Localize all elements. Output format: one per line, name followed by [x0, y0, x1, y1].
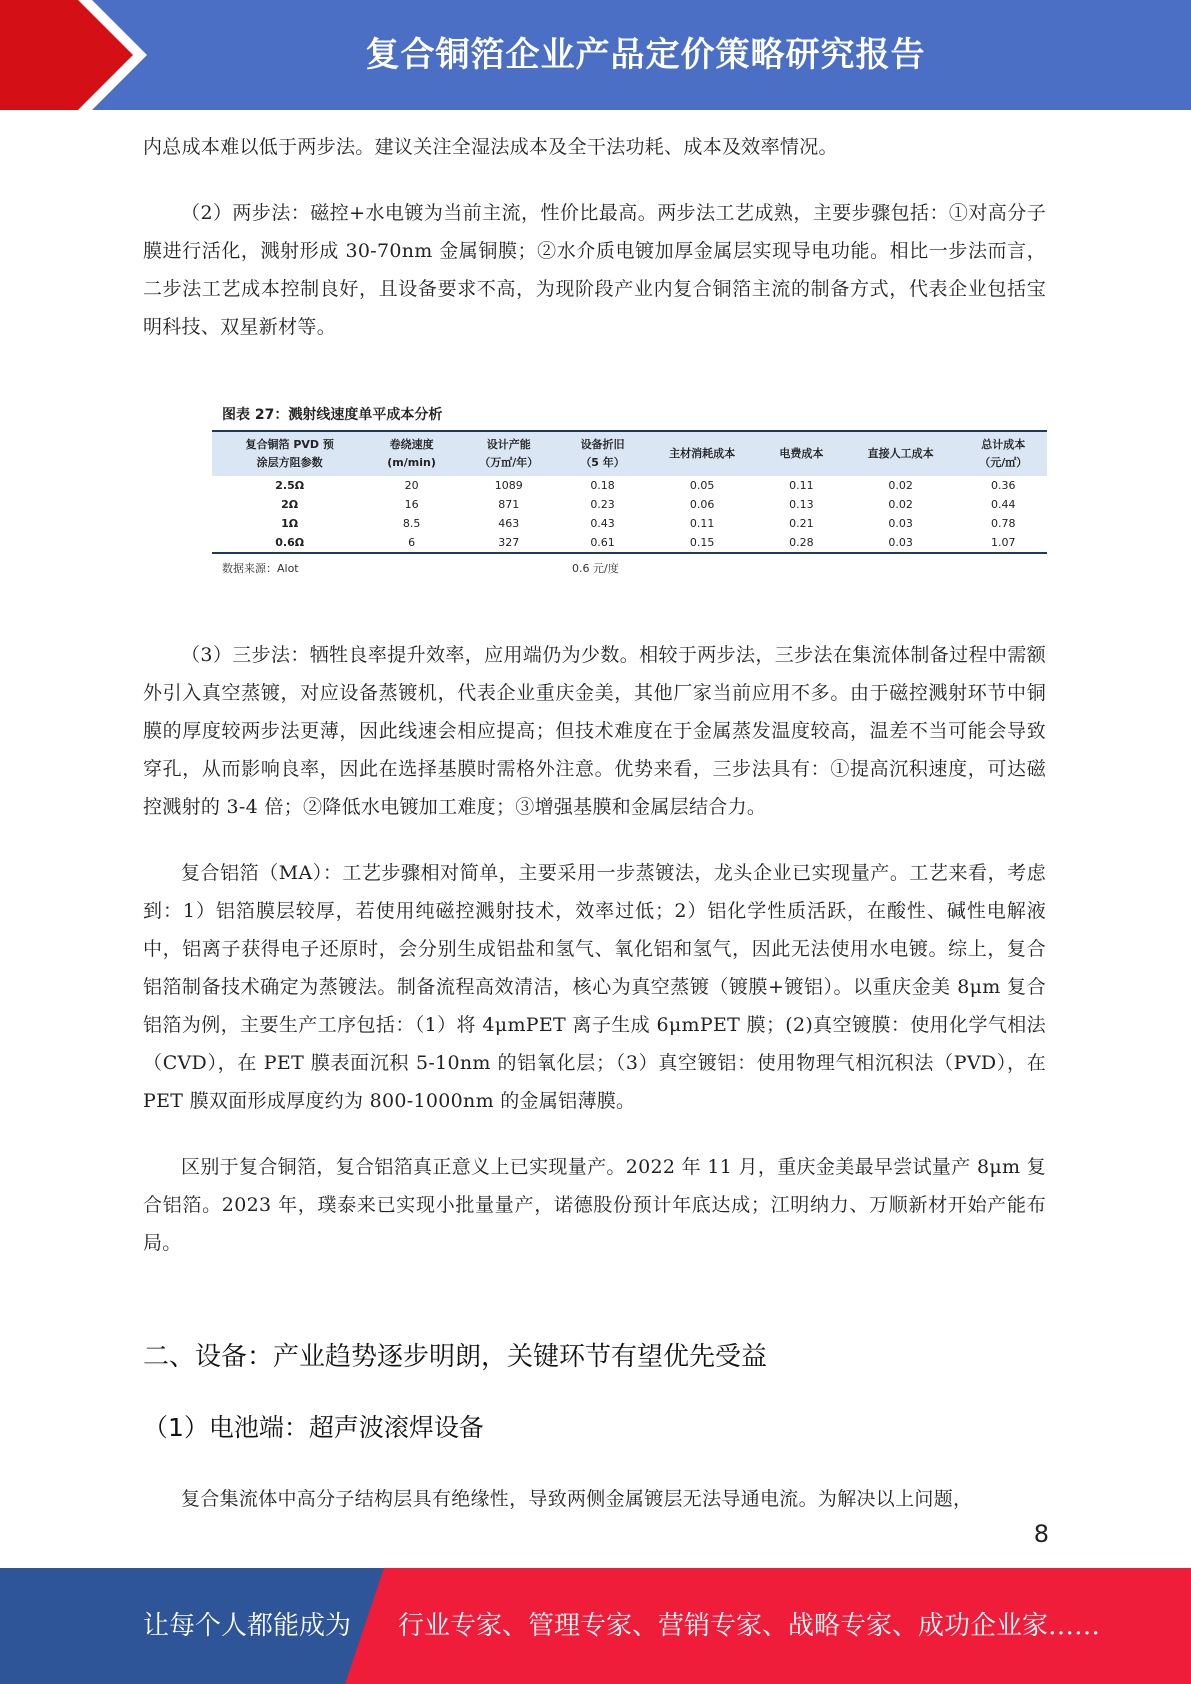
page-footer: [0, 1568, 1191, 1684]
table-cell: 0.13: [789, 498, 814, 511]
table-cell: 327: [456, 533, 562, 553]
table-row: [212, 514, 1047, 533]
table-cell: 20: [404, 479, 419, 492]
table-cell: 0.03: [842, 533, 960, 553]
table-cell: 8.5: [402, 517, 421, 530]
page-number: 8: [1033, 1520, 1049, 1548]
table-cell: 0.06: [689, 498, 715, 511]
page-header: [0, 0, 1191, 110]
table-cell: 1Ω: [281, 517, 299, 530]
paragraph-composite-aluminum: 复合铝箔（MA）：工艺步骤相对简单，主要采用一步蒸镀法，龙头企业已实现量产。工艺来看，考虑到：1）铝箔膜层较厚，若使用纯磁控溅射技术，效率过低；2）铝化学性质活跃，在酸性、碱性电解液中，铝离子获得电子还原时，会分别生成铝盐和氢气、氧化铝和氢气，因此无法使用水电镀。综上，复合铝箔制备技术确定为蒸镀法。制备流程高效清洁，核心为真空蒸镀（镀膜+镀铝）。以重庆金美 8μm 复合铝箔为例，主要生产工序包括：（1）将 4μmPET 离子生成 6μmPET 膜；(2)真空镀膜：使用化学气相法（CVD），在 PET 膜表面沉积 5-10nm 的铝氧化层；（3）真空镀铝：使用物理气相沉积法（PVD），在 PET 膜双面形成厚度约为 800-1000nm 的金属铝薄膜。: [143, 862, 1046, 1112]
table-cell: 0.11: [789, 479, 814, 492]
table-header-cell: 复合铜箔 PVD 预 涂层方阻参数: [212, 431, 367, 476]
table-header-cell: 电费成本: [761, 431, 842, 476]
figure-27: [212, 404, 1047, 580]
section-heading: [143, 1336, 1046, 1373]
table-header-cell: 设计产能 （万㎡/年）: [456, 431, 562, 476]
table-row: [212, 495, 1047, 514]
figure-source-line: [212, 558, 1047, 580]
table-body: [212, 476, 1047, 553]
figure-caption: 图表 27：溅射线速度单平成本分析: [222, 407, 443, 423]
table-cell: 1089: [494, 479, 523, 492]
table-header-cell: 总计成本 （元/㎡）: [959, 431, 1047, 476]
table-cell: 0.05: [689, 479, 715, 492]
table-header-cell: 直接人工成本: [842, 431, 960, 476]
table-header-cell: 卷绕速度 (m/min): [367, 431, 455, 476]
table-cell: 0.6Ω: [212, 533, 367, 553]
subsection-heading: [143, 1408, 1046, 1444]
footer-slogan-right: 行业专家、管理专家、营销专家、战略专家、成功企业家……: [398, 1611, 1101, 1641]
report-title: 复合铜箔企业产品定价策略研究报告: [365, 35, 926, 75]
table-cell: 0.61: [562, 533, 644, 553]
electricity-price-note: 0.6 元/度: [572, 562, 619, 575]
paragraph-mass-production: 区别于复合铜箔，复合铝箔真正意义上已实现量产。2022 年 11 月，重庆金美最早尝试量产 8μm 复合铝箔。2023 年，璞泰来已实现小批量量产，诺德股份预计年底达成；江明纳力、万顺新材开始产能布局。: [143, 1156, 1046, 1254]
section-heading-equipment: 二、设备：产业趋势逐步明朗，关键环节有望优先受益: [143, 1342, 768, 1372]
paragraph-three-step: （3）三步法：牺牲良率提升效率，应用端仍为少数。相较于两步法，三步法在集流体制备过程中需额外引入真空蒸镀，对应设备蒸镀机，代表企业重庆金美，其他厂家当前应用不多。由于磁控溅射环节中铜膜的厚度较两步法更薄，因此线速会相应提高；但技术难度在于金属蒸发温度较高，温差不当可能会导致穿孔，从而影响良率，因此在选择基膜时需格外注意。优势来看，三步法具有：①提高沉积速度，可达磁控溅射的 3-4 倍；②降低水电镀加工难度；③增强基膜和金属层结合力。: [143, 644, 1046, 818]
table-cell: 0.15: [643, 533, 761, 553]
lower-content: [143, 636, 1046, 1262]
table-cell: 2.5Ω: [275, 479, 305, 492]
closing-content: [143, 1480, 1046, 1518]
main-content: [143, 128, 1046, 346]
paragraph-insulation: 复合集流体中高分子结构层具有绝缘性，导致两侧金属镀层无法导通电流。为解决以上问题，: [181, 1488, 973, 1510]
table-header-cell: 设备折旧 （5 年）: [562, 431, 644, 476]
cost-analysis-table: [212, 430, 1047, 554]
header-arrow-decoration: [0, 0, 160, 110]
table-header-cell: 主材消耗成本: [643, 431, 761, 476]
table-cell: 0.02: [888, 498, 913, 511]
table-cell: 16: [404, 498, 419, 511]
subsection-heading-battery: （1）电池端：超声波滚焊设备: [143, 1413, 484, 1442]
table-cell: 871: [498, 498, 520, 511]
data-source: 数据来源：Alot: [222, 562, 299, 575]
paragraph-two-step: （2）两步法：磁控+水电镀为当前主流，性价比最高。两步法工艺成熟，主要步骤包括：①对高分子膜进行活化，溅射形成 30-70nm 金属铜膜；②水介质电镀加厚金属层实现导电功能。相比一步法而言，二步法工艺成本控制良好，且设备要求不高，为现阶段产业内复合铜箔主流的制备方式，代表企业包括宝明科技、双星新材等。: [143, 202, 1046, 338]
table-cell: 0.36: [990, 479, 1016, 492]
paragraph-continuation: 内总成本难以低于两步法。建议关注全湿法成本及全干法功耗、成本及效率情况。: [143, 136, 838, 158]
table-cell: 0.23: [590, 498, 615, 511]
table-row: [212, 476, 1047, 495]
table-cell: 0.21: [789, 517, 814, 530]
table-cell: 0.43: [590, 517, 615, 530]
table-row: [212, 533, 1047, 553]
table-cell: 0.28: [761, 533, 842, 553]
table-cell: 0.78: [990, 517, 1016, 530]
table-cell: 0.44: [990, 498, 1016, 511]
table-header-row: [212, 431, 1047, 476]
table-cell: 463: [498, 517, 520, 530]
footer-slogan-left: 让每个人都能成为: [143, 1611, 352, 1641]
table-cell: 0.03: [888, 517, 913, 530]
table-cell: 0.02: [888, 479, 913, 492]
table-cell: 1.07: [959, 533, 1047, 553]
table-cell: 2Ω: [281, 498, 299, 511]
table-cell: 6: [367, 533, 455, 553]
table-cell: 0.18: [590, 479, 615, 492]
table-cell: 0.11: [689, 517, 715, 530]
